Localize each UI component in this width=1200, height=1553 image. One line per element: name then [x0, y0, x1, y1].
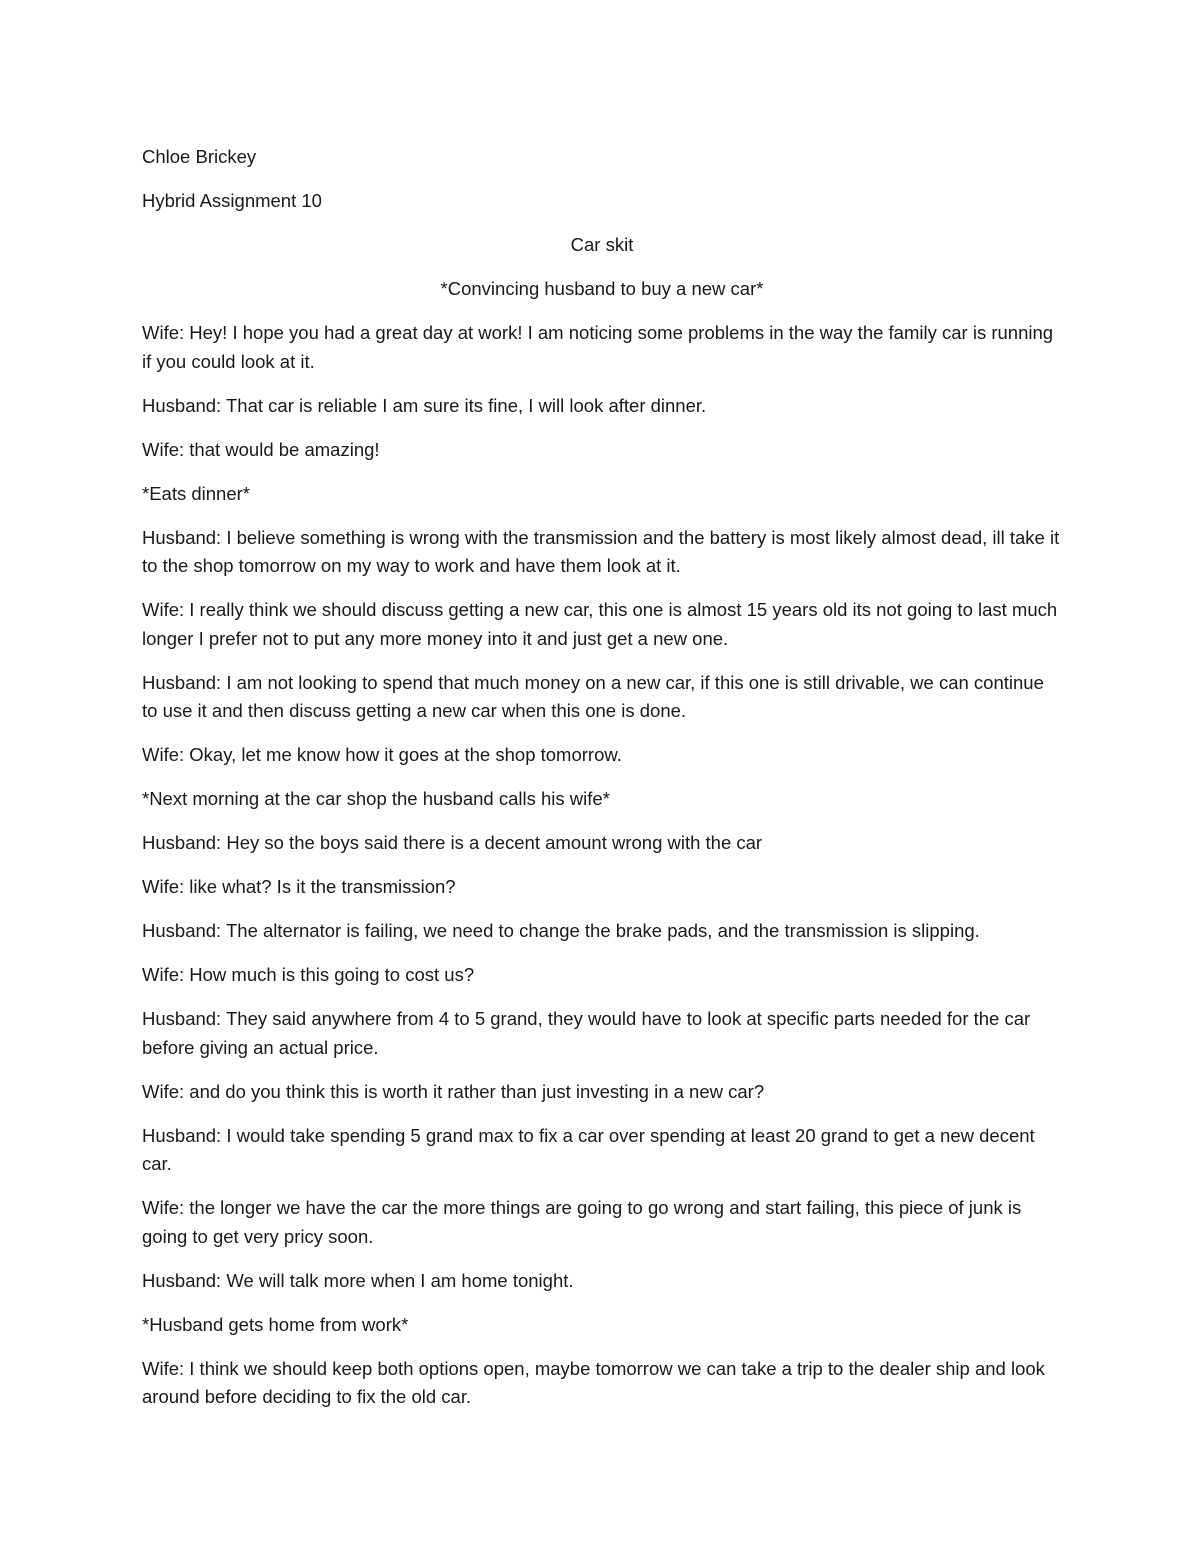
- dialogue-line: Wife: that would be amazing!: [142, 438, 380, 460]
- document-title: Car skit: [570, 234, 634, 255]
- dialogue-line: Husband: I am not looking to spend that much money on a new car, if this one is still drivable, we can continue to use it and then discuss getting a new car when this one is done.: [142, 671, 1044, 721]
- stage-direction: *Husband gets home from work*: [142, 1313, 409, 1335]
- dialogue-line: Husband: The alternator is failing, we need to change the brake pads, and the transmission is slipping.: [142, 920, 980, 941]
- assignment-label: Hybrid Assignment 10: [142, 190, 322, 211]
- dialogue-line: Wife: the longer we have the car the more things are going to go wrong and start failing, this piece of junk is going to get very pricy soon.: [142, 1197, 1022, 1247]
- document-body: [142, 143, 1062, 1427]
- dialogue-line: Husband: That car is reliable I am sure its fine, I will look after dinner.: [142, 394, 707, 416]
- dialogue-line: Husband: I believe something is wrong with the transmission and the battery is most likely almost dead, ill take it to the shop tomorrow on my way to work and have them look at it.: [142, 526, 1060, 576]
- dialogue-line: Husband: They said anywhere from 4 to 5 grand, they would have to look at specific parts needed for the car before giving an actual price.: [142, 1008, 1031, 1058]
- stage-direction: *Eats dinner*: [142, 482, 250, 504]
- dialogue-line: Wife: How much is this going to cost us?: [142, 964, 475, 985]
- dialogue-line: Wife: I really think we should discuss getting a new car, this one is almost 15 years old its not going to last much longer I prefer not to put any more money into it and just get a new one.: [142, 599, 1058, 649]
- dialogue-line: Wife: and do you think this is worth it rather than just investing in a new car?: [142, 1080, 765, 1102]
- author-name: Chloe Brickey: [142, 146, 257, 167]
- dialogue-line: Wife: I think we should keep both options open, maybe tomorrow we can take a trip to the dealer ship and look around before deciding to fix the old car.: [142, 1357, 1045, 1407]
- dialogue-line: Wife: Hey! I hope you had a great day at work! I am noticing some problems in the way the family car is running if you could look at it.: [142, 322, 1054, 372]
- dialogue-line: Husband: Hey so the boys said there is a decent amount wrong with the car: [142, 832, 763, 853]
- dialogue-line: Wife: like what? Is it the transmission?: [142, 876, 456, 897]
- dialogue-line: Husband: We will talk more when I am home tonight.: [142, 1269, 574, 1291]
- document-subtitle: *Convincing husband to buy a new car*: [440, 278, 764, 299]
- dialogue-line: Wife: Okay, let me know how it goes at the shop tomorrow.: [142, 744, 622, 765]
- stage-direction: *Next morning at the car shop the husband calls his wife*: [142, 788, 610, 809]
- dialogue-line: Husband: I would take spending 5 grand max to fix a car over spending at least 20 grand to get a new decent car.: [142, 1124, 1035, 1174]
